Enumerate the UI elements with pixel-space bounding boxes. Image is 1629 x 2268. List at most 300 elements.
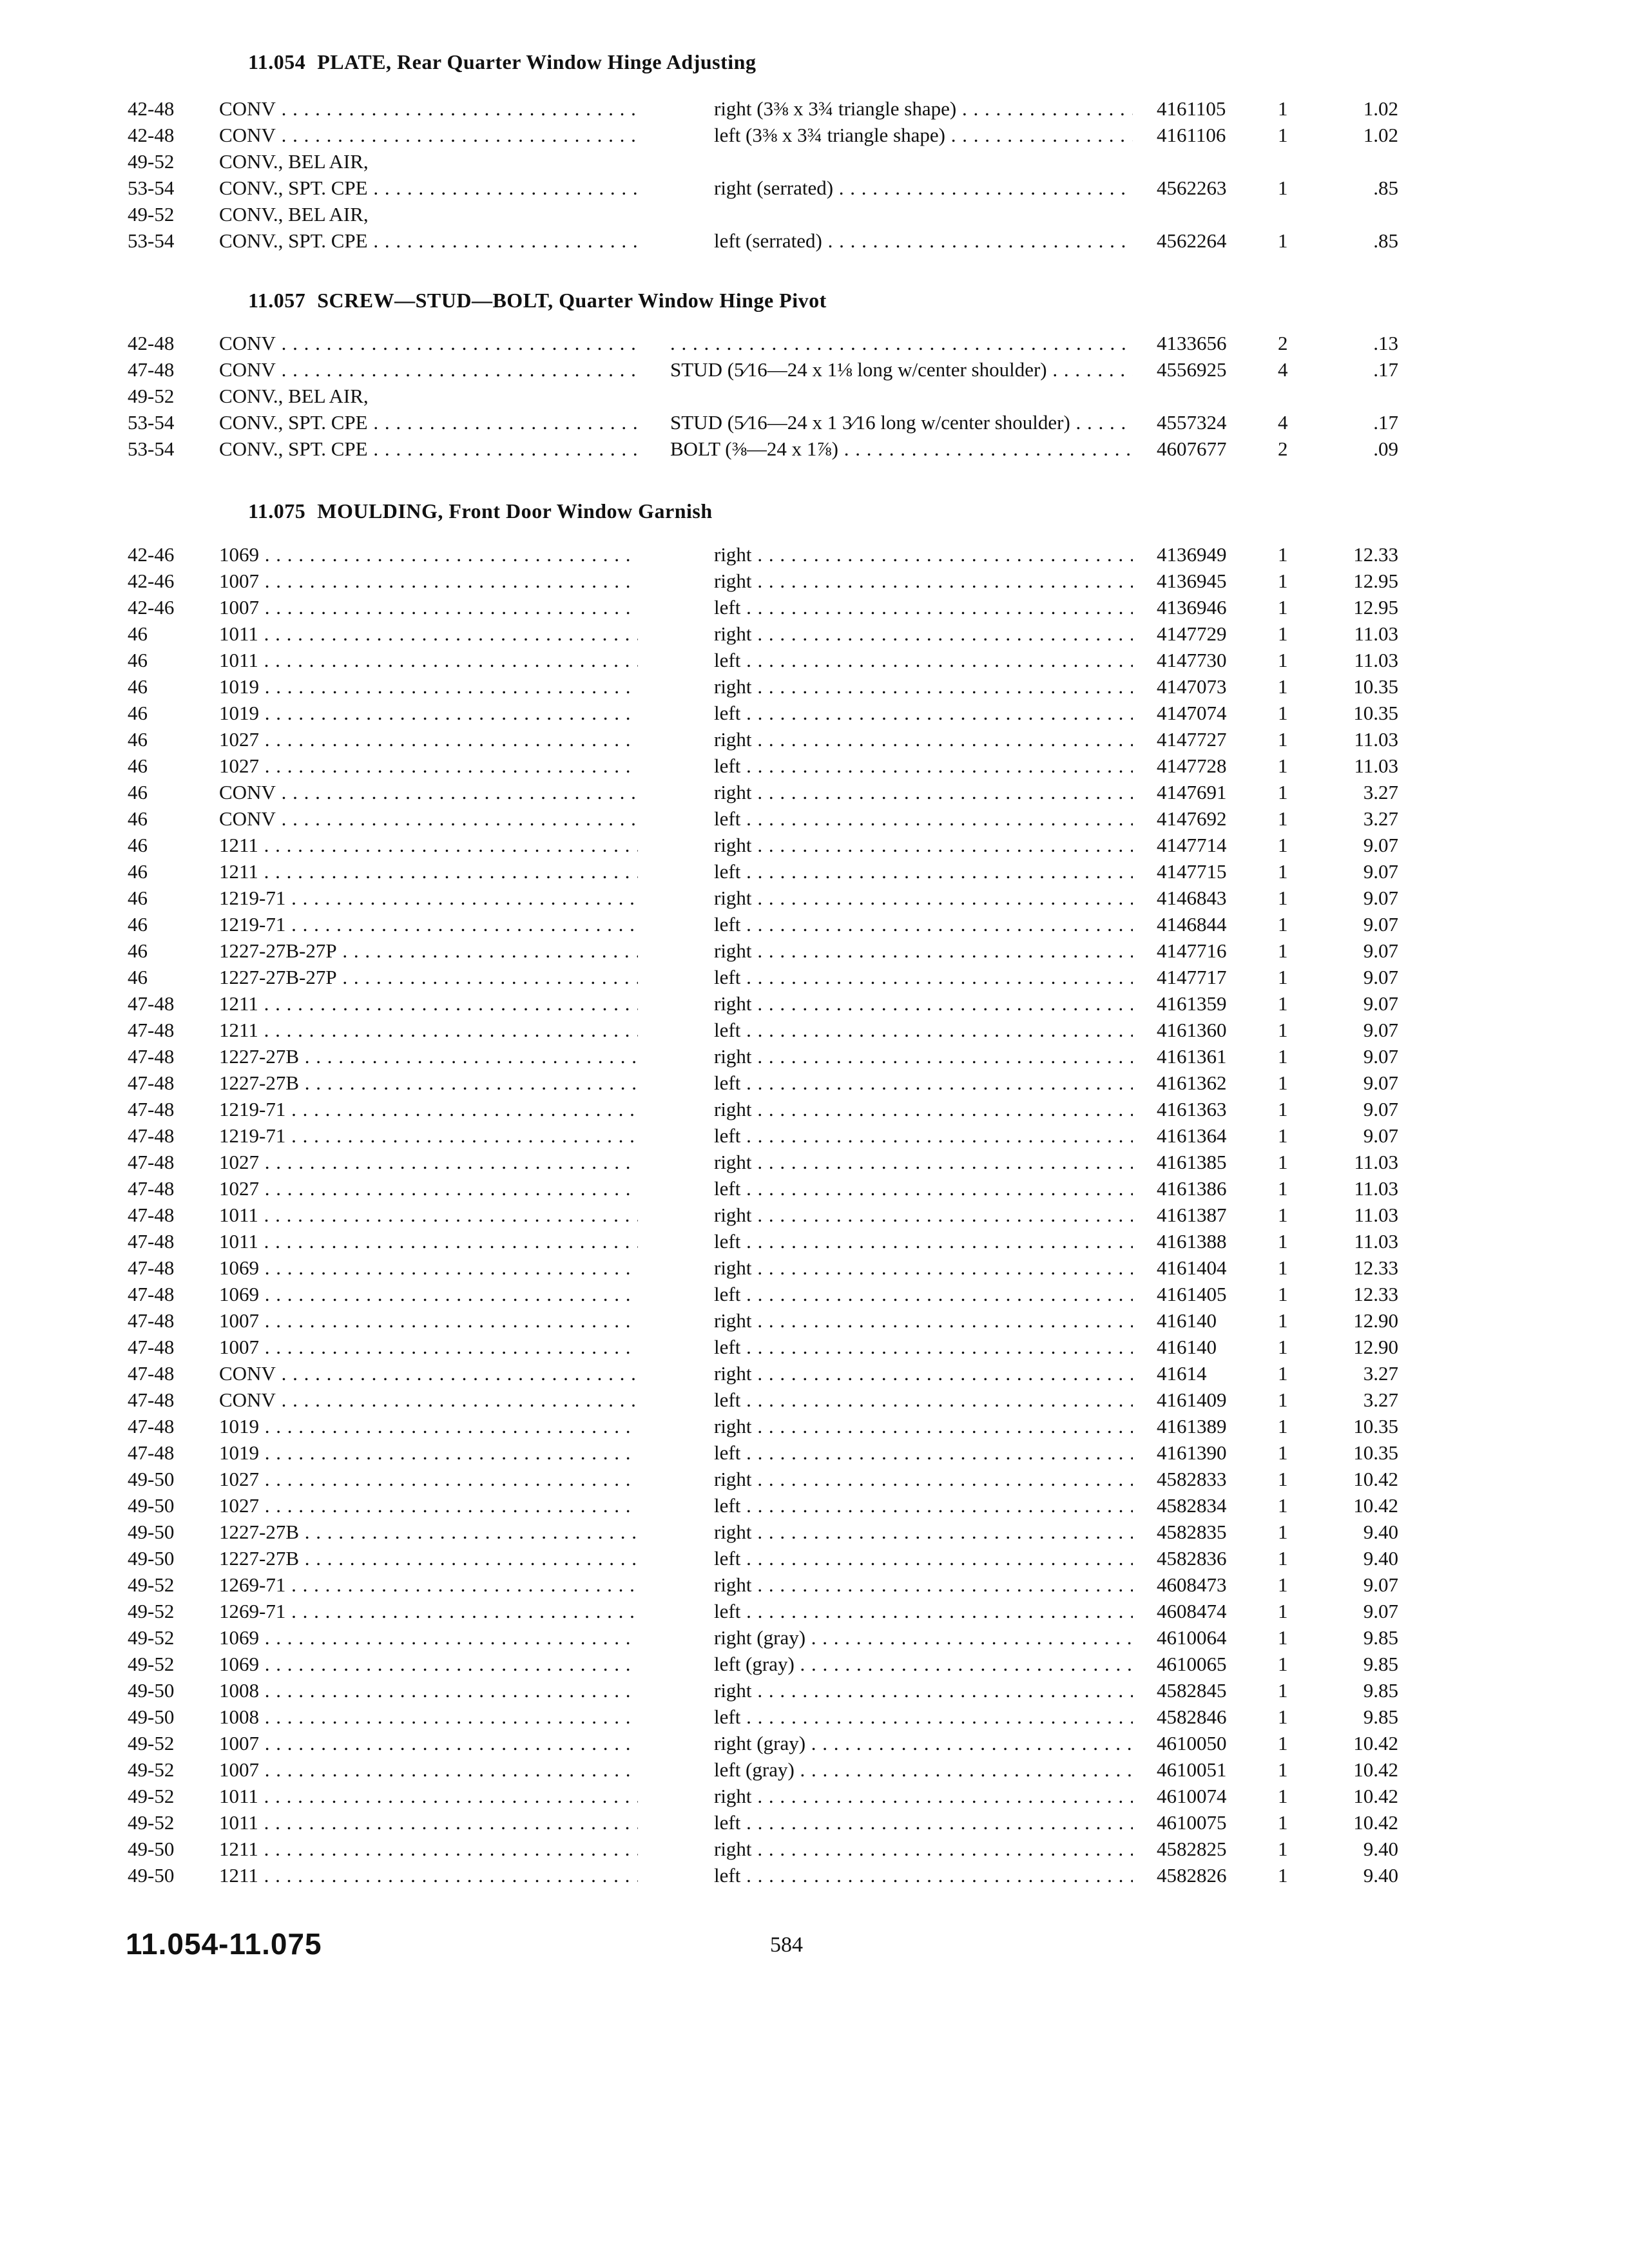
- year-range: 46: [128, 807, 148, 830]
- year-range: 49-52: [128, 203, 175, 226]
- body-style: CONV., SPT. CPE . . .: [219, 436, 638, 462]
- description: right . . .: [714, 1783, 1133, 1809]
- quantity: 1: [1278, 1653, 1288, 1675]
- body-style: CONV . . .: [219, 1387, 638, 1413]
- body-style: 1069 . . .: [219, 541, 638, 568]
- part-number: 4161389: [1157, 1415, 1227, 1437]
- page-number: 584: [770, 1933, 803, 1957]
- section-title: SCREW—STUD—BOLT, Quarter Window Hinge Pivot: [317, 289, 827, 312]
- price: 12.33: [1353, 543, 1398, 566]
- year-range: 47-48: [128, 1309, 175, 1332]
- year-range: 42-46: [128, 543, 175, 566]
- table-row: [0, 1202, 1629, 1228]
- year-range: 42-48: [128, 332, 175, 354]
- table-row: [0, 541, 1629, 568]
- table-row: [0, 1624, 1629, 1651]
- part-number: 4161105: [1157, 97, 1226, 120]
- table-row: [0, 1439, 1629, 1466]
- body-style: 1211 . . .: [219, 1862, 638, 1888]
- parts-table: [0, 541, 1629, 1888]
- part-number: 4136946: [1157, 596, 1227, 619]
- price: 9.40: [1363, 1838, 1398, 1860]
- quantity: 1: [1278, 939, 1288, 962]
- part-number: 4582833: [1157, 1468, 1227, 1490]
- year-range: 47-48: [128, 1124, 175, 1147]
- part-number: 4562264: [1157, 229, 1227, 252]
- table-row: [0, 148, 1629, 175]
- price: 9.07: [1363, 1045, 1398, 1068]
- price: 9.07: [1363, 834, 1398, 856]
- price: 10.42: [1353, 1732, 1398, 1754]
- table-row: [0, 201, 1629, 227]
- description: left . . .: [714, 1070, 1133, 1096]
- price: 12.33: [1353, 1256, 1398, 1279]
- table-row: [0, 1492, 1629, 1519]
- year-range: 47-48: [128, 1415, 175, 1437]
- body-style: 1069 . . .: [219, 1624, 638, 1651]
- price: .09: [1373, 437, 1398, 460]
- table-row: [0, 436, 1629, 462]
- part-number: 4147730: [1157, 649, 1227, 671]
- price: 9.85: [1363, 1653, 1398, 1675]
- quantity: 1: [1278, 992, 1288, 1015]
- year-range: 49-50: [128, 1468, 175, 1490]
- description: left . . .: [714, 1334, 1133, 1360]
- table-row: [0, 1571, 1629, 1598]
- price: 11.03: [1354, 1230, 1398, 1253]
- body-style: 1027 . . .: [219, 1466, 638, 1492]
- body-style: 1211 . . .: [219, 832, 638, 858]
- quantity: 1: [1278, 1626, 1288, 1649]
- part-number: 4582825: [1157, 1838, 1227, 1860]
- table-row: [0, 330, 1629, 356]
- year-range: 46: [128, 887, 148, 909]
- body-style: 1011 . . .: [219, 1809, 638, 1836]
- description: right . . .: [714, 541, 1133, 568]
- description: right . . .: [714, 1202, 1133, 1228]
- body-style: CONV., SPT. CPE . . .: [219, 227, 638, 254]
- body-style: 1219-71 . . .: [219, 911, 638, 937]
- year-range: 49-52: [128, 1600, 175, 1622]
- description: left . . .: [714, 1704, 1133, 1730]
- part-number: 4161359: [1157, 992, 1227, 1015]
- quantity: 1: [1278, 1838, 1288, 1860]
- table-row: [0, 673, 1629, 700]
- body-style: CONV . . .: [219, 95, 638, 122]
- quantity: 1: [1278, 1573, 1288, 1596]
- description: left . . .: [714, 647, 1133, 673]
- quantity: 1: [1278, 97, 1288, 120]
- body-style: 1227-27B . . .: [219, 1043, 638, 1070]
- quantity: 1: [1278, 1521, 1288, 1543]
- year-range: 47-48: [128, 1230, 175, 1253]
- table-row: [0, 1070, 1629, 1096]
- year-range: 47-48: [128, 1045, 175, 1068]
- section-number: 11.075: [248, 499, 306, 523]
- price: .85: [1373, 229, 1398, 252]
- quantity: 2: [1278, 332, 1288, 354]
- body-style: 1269-71 . . .: [219, 1571, 638, 1598]
- table-row: [0, 937, 1629, 964]
- description: right . . .: [714, 1149, 1133, 1175]
- price: 9.85: [1363, 1679, 1398, 1702]
- part-number: 4582846: [1157, 1706, 1227, 1728]
- description: left . . .: [714, 594, 1133, 620]
- table-row: [0, 1017, 1629, 1043]
- year-range: 46: [128, 781, 148, 803]
- parts-table: [0, 95, 1629, 254]
- section-heading: [248, 289, 827, 312]
- year-range: 47-48: [128, 1256, 175, 1279]
- price: 9.07: [1363, 1124, 1398, 1147]
- price: 9.07: [1363, 887, 1398, 909]
- quantity: 1: [1278, 1706, 1288, 1728]
- part-number: 4582845: [1157, 1679, 1227, 1702]
- description: left . . .: [714, 1439, 1133, 1466]
- table-row: [0, 1413, 1629, 1439]
- body-style: 1011 . . .: [219, 1202, 638, 1228]
- description: left . . .: [714, 1228, 1133, 1254]
- quantity: 1: [1278, 1019, 1288, 1041]
- table-row: [0, 726, 1629, 753]
- price: 12.95: [1353, 570, 1398, 592]
- part-number: 4146844: [1157, 913, 1227, 936]
- description: left . . .: [714, 1862, 1133, 1888]
- section-title: MOULDING, Front Door Window Garnish: [317, 499, 713, 523]
- quantity: 1: [1278, 124, 1288, 146]
- table-row: [0, 175, 1629, 201]
- part-number: 4161360: [1157, 1019, 1227, 1041]
- price: 10.42: [1353, 1468, 1398, 1490]
- description: right . . .: [714, 1413, 1133, 1439]
- year-range: 49-52: [128, 1785, 175, 1807]
- table-row: [0, 753, 1629, 779]
- year-range: 49-52: [128, 1653, 175, 1675]
- year-range: 49-52: [128, 1811, 175, 1834]
- section-heading: [248, 50, 756, 74]
- quantity: 4: [1278, 358, 1288, 381]
- price: 9.07: [1363, 860, 1398, 883]
- quantity: 1: [1278, 596, 1288, 619]
- price: 11.03: [1354, 754, 1398, 777]
- year-range: 49-52: [128, 150, 175, 173]
- table-row: [0, 1598, 1629, 1624]
- body-style: 1211 . . .: [219, 1836, 638, 1862]
- quantity: 1: [1278, 622, 1288, 645]
- price: 9.07: [1363, 1573, 1398, 1596]
- description: right . . .: [714, 673, 1133, 700]
- table-row: [0, 1122, 1629, 1149]
- quantity: 1: [1278, 1256, 1288, 1279]
- quantity: 1: [1278, 1072, 1288, 1094]
- table-row: [0, 779, 1629, 805]
- table-row: [0, 805, 1629, 832]
- quantity: 2: [1278, 437, 1288, 460]
- table-row: [0, 568, 1629, 594]
- description: left . . .: [714, 964, 1133, 990]
- price: 11.03: [1354, 622, 1398, 645]
- part-number: 4608473: [1157, 1573, 1227, 1596]
- year-range: 46: [128, 754, 148, 777]
- table-row: [0, 95, 1629, 122]
- table-row: [0, 1043, 1629, 1070]
- description: right . . .: [714, 1571, 1133, 1598]
- description: right . . .: [714, 726, 1133, 753]
- description: right . . .: [714, 1466, 1133, 1492]
- table-row: [0, 1307, 1629, 1334]
- body-style: 1211 . . .: [219, 990, 638, 1017]
- quantity: 1: [1278, 1600, 1288, 1622]
- year-range: 46: [128, 939, 148, 962]
- body-style: 1019 . . .: [219, 700, 638, 726]
- year-range: 49-52: [128, 1758, 175, 1781]
- description: right . . .: [714, 1096, 1133, 1122]
- description: BOLT (⅜—24 x 1⅞) . . .: [670, 436, 1133, 462]
- table-row: [0, 409, 1629, 436]
- body-style: CONV . . .: [219, 356, 638, 383]
- quantity: 4: [1278, 411, 1288, 434]
- quantity: 1: [1278, 1468, 1288, 1490]
- year-range: 42-48: [128, 97, 175, 120]
- part-number: 4610050: [1157, 1732, 1227, 1754]
- table-row: [0, 1677, 1629, 1704]
- year-range: 47-48: [128, 1072, 175, 1094]
- description: right . . .: [714, 885, 1133, 911]
- year-range: 49-50: [128, 1864, 175, 1887]
- body-style: CONV . . .: [219, 779, 638, 805]
- body-style: CONV . . .: [219, 805, 638, 832]
- year-range: 46: [128, 966, 148, 988]
- year-range: 47-48: [128, 1283, 175, 1305]
- table-row: [0, 227, 1629, 254]
- part-number: 4582826: [1157, 1864, 1227, 1887]
- part-number: 4133656: [1157, 332, 1227, 354]
- description: right . . .: [714, 1254, 1133, 1281]
- body-style: 1227-27B . . .: [219, 1519, 638, 1545]
- body-style: CONV., BEL AIR,: [219, 150, 369, 173]
- description: right . . .: [714, 1043, 1133, 1070]
- table-row: [0, 356, 1629, 383]
- body-style: 1008 . . .: [219, 1704, 638, 1730]
- body-style: 1011 . . .: [219, 1783, 638, 1809]
- quantity: 1: [1278, 1336, 1288, 1358]
- price: 9.07: [1363, 966, 1398, 988]
- price: .13: [1373, 332, 1398, 354]
- price: .17: [1373, 411, 1398, 434]
- table-row: [0, 1545, 1629, 1571]
- year-range: 47-48: [128, 1098, 175, 1120]
- quantity: 1: [1278, 966, 1288, 988]
- price: 9.07: [1363, 913, 1398, 936]
- year-range: 46: [128, 834, 148, 856]
- year-range: 46: [128, 860, 148, 883]
- body-style: 1007 . . .: [219, 1307, 638, 1334]
- part-number: 4147692: [1157, 807, 1227, 830]
- part-number: 4610075: [1157, 1811, 1227, 1834]
- parts-table: [0, 330, 1629, 462]
- description: [670, 330, 1133, 356]
- price: 10.35: [1353, 1441, 1398, 1464]
- description: right . . .: [714, 990, 1133, 1017]
- body-style: CONV., SPT. CPE . . .: [219, 409, 638, 436]
- table-row: [0, 1466, 1629, 1492]
- price: 12.33: [1353, 1283, 1398, 1305]
- quantity: 1: [1278, 1389, 1288, 1411]
- year-range: 42-46: [128, 570, 175, 592]
- table-row: [0, 1175, 1629, 1202]
- part-number: 4562263: [1157, 177, 1227, 199]
- body-style: CONV . . .: [219, 122, 638, 148]
- year-range: 46: [128, 675, 148, 698]
- year-range: 46: [128, 702, 148, 724]
- quantity: 1: [1278, 1362, 1288, 1385]
- year-range: 49-52: [128, 1573, 175, 1596]
- description: left . . .: [714, 1175, 1133, 1202]
- table-row: [0, 1862, 1629, 1888]
- year-range: 46: [128, 622, 148, 645]
- description: right . . .: [714, 1519, 1133, 1545]
- price: 9.07: [1363, 1072, 1398, 1094]
- description: right (3⅜ x 3¾ triangle shape) . . .: [714, 95, 1133, 122]
- description: right . . .: [714, 1307, 1133, 1334]
- description: right . . .: [714, 1836, 1133, 1862]
- body-style: 1069 . . .: [219, 1651, 638, 1677]
- body-style: 1069 . . .: [219, 1254, 638, 1281]
- year-range: 46: [128, 728, 148, 751]
- description: STUD (5⁄16—24 x 1⅛ long w/center shoulder) . . .: [670, 356, 1133, 383]
- table-row: [0, 1096, 1629, 1122]
- body-style: 1011 . . .: [219, 1228, 638, 1254]
- body-style: 1027 . . .: [219, 1492, 638, 1519]
- part-number: 4161106: [1157, 124, 1226, 146]
- footer-section-range: 11.054-11.075: [126, 1927, 322, 1961]
- description: STUD (5⁄16—24 x 1 3⁄16 long w/center shoulder) . . .: [670, 409, 1133, 436]
- price: 10.35: [1353, 702, 1398, 724]
- body-style: 1007 . . .: [219, 1730, 638, 1756]
- part-number: 4147727: [1157, 728, 1227, 751]
- description: left . . .: [714, 1122, 1133, 1149]
- table-row: [0, 1254, 1629, 1281]
- price: 9.07: [1363, 1098, 1398, 1120]
- quantity: 1: [1278, 1124, 1288, 1147]
- price: 9.07: [1363, 992, 1398, 1015]
- description: left . . .: [714, 858, 1133, 885]
- description: left (gray) . . .: [714, 1756, 1133, 1783]
- table-row: [0, 911, 1629, 937]
- year-range: 47-48: [128, 1151, 175, 1173]
- part-number: 4161405: [1157, 1283, 1227, 1305]
- description: left . . .: [714, 753, 1133, 779]
- year-range: 47-48: [128, 1441, 175, 1464]
- section-heading: [248, 499, 713, 523]
- quantity: 1: [1278, 702, 1288, 724]
- body-style: 1219-71 . . .: [219, 885, 638, 911]
- year-range: 47-48: [128, 1362, 175, 1385]
- table-row: [0, 1756, 1629, 1783]
- body-style: 1269-71 . . .: [219, 1598, 638, 1624]
- description: left . . .: [714, 1809, 1133, 1836]
- body-style: 1011 . . .: [219, 620, 638, 647]
- table-row: [0, 1730, 1629, 1756]
- part-number: 4161385: [1157, 1151, 1227, 1173]
- year-range: 46: [128, 649, 148, 671]
- year-range: 53-54: [128, 229, 175, 252]
- part-number: 41614: [1157, 1362, 1207, 1385]
- price: .85: [1373, 177, 1398, 199]
- part-number: 4610051: [1157, 1758, 1227, 1781]
- table-row: [0, 594, 1629, 620]
- body-style: 1027 . . .: [219, 726, 638, 753]
- description: right . . .: [714, 1677, 1133, 1704]
- part-number: 4147073: [1157, 675, 1227, 698]
- body-style: 1219-71 . . .: [219, 1096, 638, 1122]
- description: right . . .: [714, 1360, 1133, 1387]
- body-style: 1007 . . .: [219, 1756, 638, 1783]
- part-number: 4161364: [1157, 1124, 1227, 1147]
- price: 9.40: [1363, 1521, 1398, 1543]
- part-number: 4147717: [1157, 966, 1227, 988]
- year-range: 49-52: [128, 385, 175, 407]
- quantity: 1: [1278, 1098, 1288, 1120]
- price: 3.27: [1363, 807, 1398, 830]
- table-row: [0, 122, 1629, 148]
- description: right . . .: [714, 937, 1133, 964]
- quantity: 1: [1278, 1230, 1288, 1253]
- price: 1.02: [1363, 124, 1398, 146]
- body-style: 1007 . . .: [219, 1334, 638, 1360]
- year-range: 47-48: [128, 1177, 175, 1200]
- description: left . . .: [714, 1545, 1133, 1571]
- body-style: 1019 . . .: [219, 1413, 638, 1439]
- part-number: 4557324: [1157, 411, 1227, 434]
- description: left (3⅜ x 3¾ triangle shape) . . .: [714, 122, 1133, 148]
- description: right (gray) . . .: [714, 1624, 1133, 1651]
- part-number: 4161404: [1157, 1256, 1227, 1279]
- table-row: [0, 383, 1629, 409]
- section-title: PLATE, Rear Quarter Window Hinge Adjusting: [317, 50, 757, 73]
- quantity: 1: [1278, 543, 1288, 566]
- body-style: CONV., BEL AIR,: [219, 385, 369, 407]
- price: 11.03: [1354, 1177, 1398, 1200]
- quantity: 1: [1278, 1204, 1288, 1226]
- description: left . . .: [714, 700, 1133, 726]
- table-row: [0, 858, 1629, 885]
- table-row: [0, 1783, 1629, 1809]
- part-number: 4136949: [1157, 543, 1227, 566]
- quantity: 1: [1278, 1441, 1288, 1464]
- body-style: 1027 . . .: [219, 1175, 638, 1202]
- table-row: [0, 1651, 1629, 1677]
- quantity: 1: [1278, 1415, 1288, 1437]
- description: right (gray) . . .: [714, 1730, 1133, 1756]
- body-style: 1027 . . .: [219, 1149, 638, 1175]
- quantity: 1: [1278, 1494, 1288, 1517]
- body-style: CONV., SPT. CPE . . .: [219, 175, 638, 201]
- body-style: CONV., BEL AIR,: [219, 203, 369, 226]
- body-style: 1227-27B . . .: [219, 1545, 638, 1571]
- table-row: [0, 1704, 1629, 1730]
- part-number: 4161388: [1157, 1230, 1227, 1253]
- part-number: 4582836: [1157, 1547, 1227, 1570]
- price: 11.03: [1354, 1151, 1398, 1173]
- price: 10.35: [1353, 1415, 1398, 1437]
- quantity: 1: [1278, 913, 1288, 936]
- price: 10.42: [1353, 1785, 1398, 1807]
- body-style: 1219-71 . . .: [219, 1122, 638, 1149]
- year-range: 49-52: [128, 1626, 175, 1649]
- table-row: [0, 990, 1629, 1017]
- year-range: 49-50: [128, 1521, 175, 1543]
